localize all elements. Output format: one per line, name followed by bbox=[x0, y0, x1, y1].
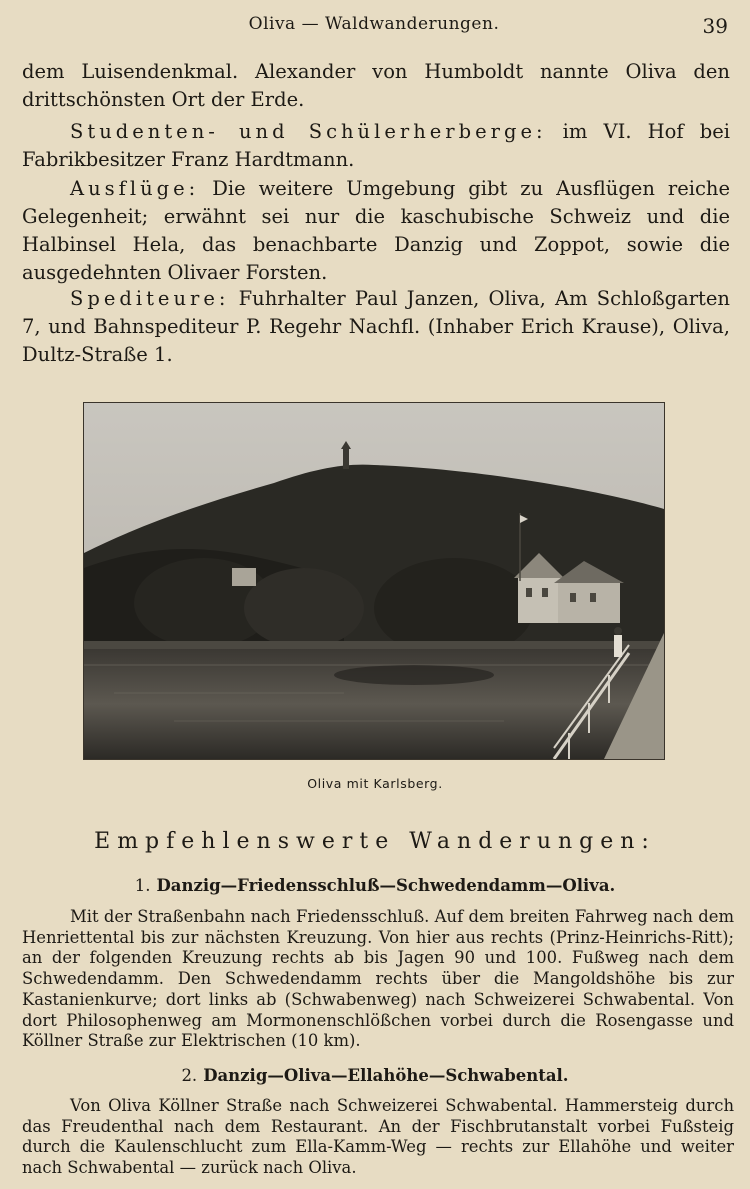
route-2-title bbox=[0, 1066, 750, 1085]
hostel-paragraph bbox=[22, 118, 730, 174]
forwarders-lead: Spediteure: bbox=[70, 287, 230, 310]
route-1-number: 1. bbox=[134, 876, 151, 895]
route-2-name: Danzig—Oliva—Ellahöhe—Schwabental. bbox=[203, 1066, 569, 1085]
route-2-number: 2. bbox=[181, 1066, 198, 1085]
route-1-title bbox=[0, 876, 750, 895]
route-1-text: Mit der Straßenbahn nach Friedensschluß. Auf dem breiten Fahrweg nach dem Henriettental bis zur nächsten Kreuzung. Von hier aus rechts (Prinz-Heinrichs-Ritt); an der folgenden Kreuzung rechts ab bis Jagen 90 und 100. Fußweg nach dem Schwedendamm. Den Schwedendamm rechts über die Mangoldshöhe bis zur Kastanienkurve; dort links ab (Schwabenweg) nach Schweizerei Schwabental. Von dort Philosophenweg am Mormonenschlößchen vorbei durch die Rosengasse und Köllner Straße zur Elektrischen (10 km). bbox=[22, 907, 734, 1051]
running-head: Oliva — Waldwanderungen. bbox=[248, 14, 500, 34]
excursions-paragraph bbox=[22, 175, 730, 287]
intro-paragraph: dem Luisendenkmal. Alexander von Humboldt nannte Oliva den drittschönsten Ort der Erde. bbox=[22, 60, 730, 111]
photo-illustration bbox=[84, 403, 664, 759]
excursions-lead: Ausflüge: bbox=[70, 177, 200, 200]
hostel-lead: Studenten- und Schülerherberge: bbox=[70, 120, 547, 143]
forwarders-text: Fuhrhalter Paul Janzen, Oliva, Am Schloßgarten 7, und Bahnspediteur P. Regehr Nachfl. (Inhaber Erich Krause), Oliva, Dultz-Straße 1. bbox=[22, 287, 730, 366]
page-number: 39 bbox=[702, 14, 728, 38]
hostel-text: im VI. Hof bei Fabrikbesitzer Franz Hardtmann. bbox=[22, 120, 730, 171]
excursions-text: Die weitere Umgebung gibt zu Ausflügen reiche Gelegenheit; erwähnt sei nur die kaschubische Schweiz und die Halbinsel Hela, das benachbarte Danzig und Zoppot, sowie die ausgedehnten Olivaer Forsten. bbox=[22, 177, 730, 284]
photo-caption: Oliva mit Karlsberg. bbox=[307, 776, 443, 791]
photograph bbox=[83, 402, 665, 760]
page-header bbox=[20, 12, 728, 40]
route-1-name: Danzig—Friedensschluß—Schwedendamm—Oliva. bbox=[156, 876, 616, 895]
section-title: Empfehlenswerte Wanderungen: bbox=[94, 829, 656, 854]
route-2-text: Von Oliva Köllner Straße nach Schweizerei Schwabental. Hammersteig durch das Freudenthal nach dem Restaurant. An der Fischbrutanstalt vorbei Fußsteig durch die Kaulenschlucht zum Ella-Kamm-Weg — rechts zur Ellahöhe und weiter nach Schwabental — zurück nach Oliva. bbox=[22, 1096, 734, 1178]
forwarders-paragraph bbox=[22, 285, 730, 369]
